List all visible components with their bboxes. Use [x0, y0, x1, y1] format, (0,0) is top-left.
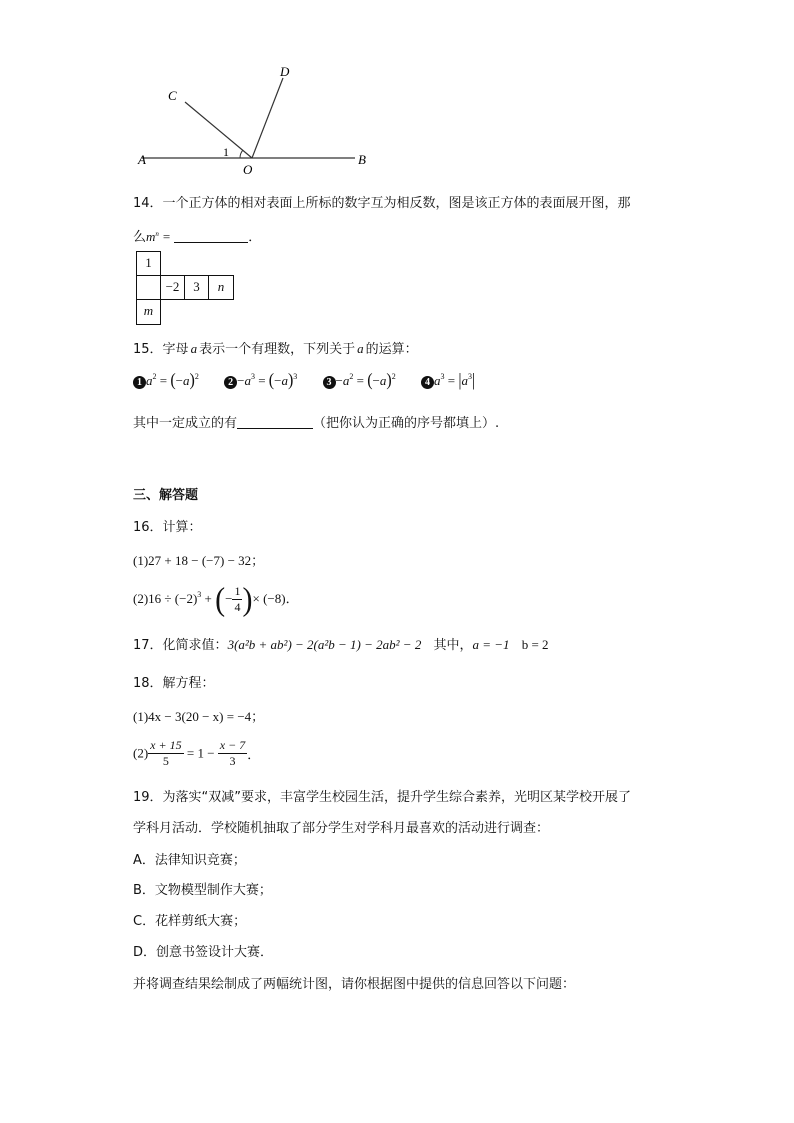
q19-option-d: D．创意书签设计大赛．: [133, 945, 274, 960]
q14-expr-base: m: [146, 229, 156, 244]
q19-option-b: B．文物模型制作大赛；: [133, 883, 272, 898]
q16-p2-label: (2): [133, 591, 149, 606]
q18-p2-end: ．: [247, 748, 261, 763]
q15-opt2-marker: 2: [224, 376, 237, 389]
net-cell-1: 1: [136, 251, 161, 276]
section-title: 三、解答题: [133, 488, 199, 503]
q15-option-1: 1 $a^2 = (-a)^2$: [133, 373, 202, 388]
q18-p1-label: (1): [133, 709, 149, 724]
q16-p2-c: × (−8): [252, 591, 286, 606]
label-1: 1: [223, 145, 229, 159]
q14-line1: [133, 192, 631, 211]
label-c: C: [168, 88, 177, 103]
q16-p2-end: ．: [285, 592, 299, 607]
q19-closing: 并将调查结果绘制成了两幅统计图，请你根据图中提供的信息回答以下问题：: [133, 977, 576, 992]
q14-end: ．: [248, 230, 262, 245]
q17-where: 其中，: [433, 638, 473, 653]
q19-number: 19: [133, 790, 150, 805]
q14-answer-blank[interactable]: [174, 242, 248, 243]
label-b: B: [358, 152, 366, 167]
q16-p1-label: (1): [133, 553, 149, 568]
q18-part2: [133, 738, 260, 769]
q16-p2-b: +: [201, 591, 216, 606]
q16-p2-num: 1: [234, 584, 241, 598]
q14-text: ．一个正方体的相对表面上所标的数字互为相反数，图是该正方体的表面展开图，那: [149, 196, 631, 211]
q19-line1: [133, 786, 631, 805]
q15-answer-blank[interactable]: [237, 428, 313, 429]
ray-oc: [185, 102, 252, 158]
q17: [133, 634, 549, 653]
label-d: D: [280, 64, 290, 79]
q18-p2-mid: = 1 −: [183, 745, 218, 761]
q16-p2-fraction: [232, 584, 242, 615]
net-cell-neg2: −2: [160, 275, 185, 300]
q15-option-4: 4 $a^3 = |a^3|$: [421, 373, 475, 388]
q18-number: 18: [133, 676, 150, 691]
q18-p2-den1: 5: [162, 754, 169, 768]
q18-p2-den2: 3: [229, 754, 236, 768]
q18-p1-expr: 4x − 3(20 − x) = −4: [148, 709, 252, 724]
net-cell-3: 3: [184, 275, 209, 300]
q19-line1-text: ．为落实“双减”要求，丰富学生校园生活，提升学生综合素养，光明区某学校开展了: [149, 790, 632, 805]
q18-title: [133, 672, 215, 691]
q18-p2-frac2: [218, 738, 247, 769]
ray-od: [252, 78, 283, 158]
q14-number: 14: [133, 196, 150, 211]
q15-conclusion-pre: 其中一定成立的有: [133, 416, 238, 431]
q15-option-3: $3 -a^2 = (-a)^2$: [323, 373, 399, 388]
q16-part1: [133, 550, 264, 569]
q14-equals: =: [162, 229, 171, 244]
angle-1-arc: [240, 150, 243, 158]
label-a: A: [138, 152, 146, 167]
q19-line2: 学科月活动．学校随机抽取了部分学生对学科月最喜欢的活动进行调查：: [133, 821, 550, 836]
q18-p2-label: (2): [133, 745, 149, 761]
q17-number: 17: [133, 638, 150, 653]
q15-text-c: 的运算：: [365, 342, 418, 357]
q15-opt3-marker: 3: [323, 376, 336, 389]
q17-expr: 3(a²b + ab²) − 2(a²b − 1) − 2ab² − 2: [227, 637, 422, 652]
q16-p1-end: ；: [251, 554, 265, 569]
net-cell-m: m: [136, 299, 161, 325]
q15-conclusion: [133, 412, 499, 431]
q16-p1-expr: 27 + 18 − (−7) − 32: [148, 553, 252, 568]
q18-p2-num2: x − 7: [219, 738, 246, 752]
q14-expr-exp: n: [155, 230, 159, 238]
q16-number: 16: [133, 520, 150, 535]
q15-text-b: 表示一个有理数，下列关于: [199, 342, 356, 357]
label-o: O: [243, 162, 253, 177]
net-cell-blank: [136, 275, 161, 300]
q16-p2-a: 16 ÷ (−2): [148, 591, 198, 606]
q17-cond-b: b = 2: [521, 637, 549, 652]
q14-line2: [133, 226, 261, 245]
q19-option-c: C．花样剪纸大赛；: [133, 914, 247, 929]
q15-text-a: ．字母: [149, 342, 189, 357]
q16-p2-den: 4: [234, 600, 241, 614]
q18-p2-frac1: [148, 738, 183, 769]
q16-p2-exp: 3: [197, 590, 202, 599]
q15-opt1-marker: 1: [133, 376, 146, 389]
cube-net: [136, 251, 236, 326]
q15-opt4-marker: 4: [421, 376, 434, 389]
net-cell-n: n: [208, 275, 234, 300]
q15-var-2: a: [357, 341, 364, 356]
q18-p2-num1: x + 15: [150, 738, 182, 752]
q16-title: [133, 516, 202, 535]
q15-option-2: $2 -a^3 = (-a)^3$: [224, 373, 300, 388]
angle-figure: [130, 60, 390, 180]
q14-text2: 么: [133, 230, 147, 245]
q18-title-text: ．解方程：: [149, 676, 215, 691]
q17-cond-a: a = −1: [472, 637, 510, 652]
q16-title-text: ．计算：: [149, 520, 202, 535]
q18-part1: [133, 706, 264, 725]
q18-p1-end: ；: [251, 710, 265, 725]
q15-options: [133, 372, 475, 390]
q15-var-1: a: [190, 341, 198, 356]
q15-line1: [133, 338, 418, 357]
q17-title: ．化简求值：: [149, 638, 228, 653]
q16-part2: $(2)16 \div (-2)^3$ + (− $\frac{1}{4}$ )× (−8)．: [133, 581, 299, 618]
q15-number: 15: [133, 342, 150, 357]
q19-option-a: A．法律知识竞赛；: [133, 853, 246, 868]
q15-conclusion-post: （把你认为正确的序号都填上）.: [313, 416, 500, 431]
